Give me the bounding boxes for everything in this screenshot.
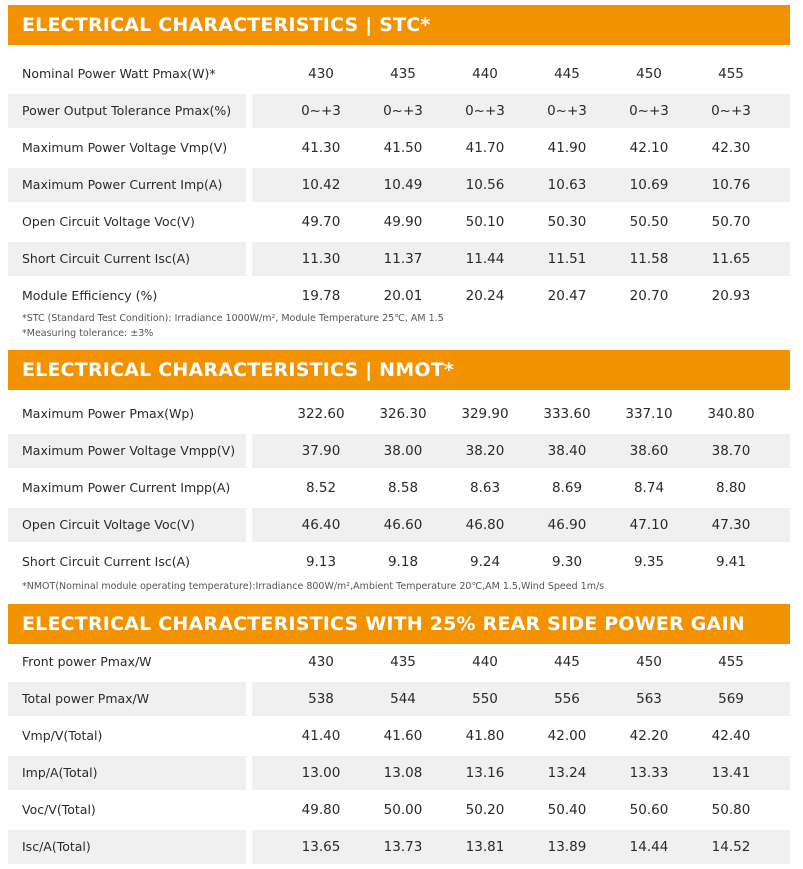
- footnote: *STC (Standard Test Condition): Irradiance 1000W/m², Module Temperature 25℃, AM 1.5: [22, 313, 444, 324]
- table-cell: 49.80: [301, 802, 341, 818]
- table-cell: 20.70: [629, 288, 669, 304]
- table-cell: 50.80: [711, 802, 751, 818]
- table-cell: 13.41: [711, 765, 751, 781]
- table-cell: 38.70: [711, 443, 751, 459]
- table-row: [8, 545, 790, 579]
- table-row: [8, 434, 790, 468]
- table-row: [8, 205, 790, 239]
- table-cell: 41.50: [383, 140, 423, 156]
- table-cell: 435: [390, 654, 416, 670]
- table-cell: 46.60: [383, 517, 423, 533]
- table-cell: 11.30: [301, 251, 341, 267]
- table-cell: 0~+3: [629, 103, 669, 119]
- table-cell: 8.52: [305, 480, 337, 496]
- table-cell: 333.60: [543, 406, 591, 422]
- row-label: Voc/V(Total): [22, 802, 96, 817]
- table-row: [8, 793, 790, 827]
- table-cell: 8.63: [469, 480, 501, 496]
- table-cell: 538: [308, 691, 334, 707]
- table-cell: 10.69: [629, 177, 669, 193]
- table-cell: 20.01: [383, 288, 423, 304]
- table-cell: 50.30: [547, 214, 587, 230]
- row-label: Maximum Power Voltage Vmp(V): [22, 140, 228, 155]
- table-cell: 41.30: [301, 140, 341, 156]
- table-cell: 41.60: [383, 728, 423, 744]
- table-row: [8, 168, 790, 202]
- table-cell: 38.00: [383, 443, 423, 459]
- row-label: Short Circuit Current Isc(A): [22, 554, 191, 569]
- table-cell: 50.40: [547, 802, 587, 818]
- table-cell: 50.20: [465, 802, 505, 818]
- table-row: [8, 57, 790, 91]
- table-cell: 0~+3: [547, 103, 587, 119]
- table-cell: 14.52: [711, 839, 751, 855]
- table-cell: 11.58: [629, 251, 669, 267]
- table-cell: 14.44: [629, 839, 669, 855]
- table-cell: 38.20: [465, 443, 505, 459]
- table-cell: 326.30: [379, 406, 427, 422]
- footnote: *NMOT(Nominal module operating temperature):Irradiance 800W/m²,Ambient Temperature 20℃,AM 1.5,Wind Speed 1m/s: [22, 581, 605, 592]
- row-label: Imp/A(Total): [8, 756, 246, 790]
- table-cell: 50.00: [383, 802, 423, 818]
- table-cell: 0~+3: [301, 103, 341, 119]
- table-cell: 41.80: [465, 728, 505, 744]
- table-cell: 38.40: [547, 443, 587, 459]
- table-cell: 329.90: [461, 406, 509, 422]
- table-cell: 50.70: [711, 214, 751, 230]
- table-cell: 11.51: [547, 251, 587, 267]
- table-row: [8, 471, 790, 505]
- table-cell: 9.30: [551, 554, 583, 570]
- table-cell: 13.33: [629, 765, 669, 781]
- table-cell: 10.76: [711, 177, 751, 193]
- row-label: Open Circuit Voltage Voc(V): [8, 508, 246, 542]
- table-cell: 38.60: [629, 443, 669, 459]
- table-cell: 9.41: [715, 554, 747, 570]
- table-cell: 9.13: [305, 554, 337, 570]
- row-label: Open Circuit Voltage Voc(V): [22, 214, 195, 229]
- table-cell: 46.40: [301, 517, 341, 533]
- table-cell: 49.70: [301, 214, 341, 230]
- table-cell: 47.10: [629, 517, 669, 533]
- row-label: Maximum Power Pmax(Wp): [22, 406, 195, 421]
- table-cell: 13.24: [547, 765, 587, 781]
- table-cell: 42.40: [711, 728, 751, 744]
- table-cell: 37.90: [301, 443, 341, 459]
- table-cell: 430: [308, 654, 334, 670]
- table-cell: 0~+3: [711, 103, 751, 119]
- table-cell: 13.65: [301, 839, 341, 855]
- row-label: Maximum Power Voltage Vmpp(V): [8, 434, 246, 468]
- table-cell: 13.00: [301, 765, 341, 781]
- table-cell: 0~+3: [383, 103, 423, 119]
- table-cell: 20.47: [547, 288, 587, 304]
- table-cell: 9.18: [387, 554, 419, 570]
- footnote: *Measuring tolerance: ±3%: [22, 328, 154, 339]
- row-label: Maximum Power Current Impp(A): [22, 480, 231, 495]
- table-row: [8, 242, 790, 276]
- table-cell: 13.81: [465, 839, 505, 855]
- table-cell: 41.90: [547, 140, 587, 156]
- rear-gain-header: ELECTRICAL CHARACTERISTICS WITH 25% REAR SIDE POWER GAIN: [8, 604, 790, 644]
- table-row: [8, 397, 790, 431]
- table-cell: 50.60: [629, 802, 669, 818]
- table-cell: 569: [718, 691, 744, 707]
- row-label: Front power Pmax/W: [22, 654, 152, 669]
- table-cell: 41.40: [301, 728, 341, 744]
- table-cell: 42.20: [629, 728, 669, 744]
- table-cell: 42.10: [629, 140, 669, 156]
- table-row: [8, 719, 790, 753]
- table-cell: 435: [390, 66, 416, 82]
- table-row: [8, 94, 790, 128]
- table-cell: 440: [472, 654, 498, 670]
- row-label: Nominal Power Watt Pmax(W)*: [22, 66, 216, 81]
- table-cell: 47.30: [711, 517, 751, 533]
- table-cell: 0~+3: [465, 103, 505, 119]
- table-cell: 430: [308, 66, 334, 82]
- row-label: Power Output Tolerance Pmax(%): [8, 94, 246, 128]
- table-cell: 8.74: [633, 480, 665, 496]
- row-label: Module Efficiency (%): [22, 288, 158, 303]
- table-cell: 8.58: [387, 480, 419, 496]
- table-cell: 10.42: [301, 177, 341, 193]
- table-cell: 49.90: [383, 214, 423, 230]
- table-cell: 11.37: [383, 251, 423, 267]
- table-cell: 46.90: [547, 517, 587, 533]
- table-cell: 13.08: [383, 765, 423, 781]
- table-cell: 455: [718, 66, 744, 82]
- table-cell: 445: [554, 654, 580, 670]
- table-row: [8, 131, 790, 165]
- table-row: [8, 682, 790, 716]
- row-label: Isc/A(Total): [8, 830, 246, 864]
- table-cell: 41.70: [465, 140, 505, 156]
- table-row: [8, 279, 790, 313]
- table-cell: 11.44: [465, 251, 505, 267]
- table-cell: 20.24: [465, 288, 505, 304]
- table-cell: 20.93: [711, 288, 751, 304]
- table-cell: 13.73: [383, 839, 423, 855]
- table-cell: 10.49: [383, 177, 423, 193]
- table-cell: 9.24: [469, 554, 501, 570]
- table-cell: 42.30: [711, 140, 751, 156]
- table-cell: 556: [554, 691, 580, 707]
- table-cell: 11.65: [711, 251, 751, 267]
- table-cell: 544: [390, 691, 416, 707]
- table-row: [8, 830, 790, 864]
- row-label: Short Circuit Current Isc(A): [8, 242, 246, 276]
- table-cell: 50.50: [629, 214, 669, 230]
- table-cell: 8.80: [715, 480, 747, 496]
- table-cell: 46.80: [465, 517, 505, 533]
- row-label: Maximum Power Current Imp(A): [8, 168, 246, 202]
- table-row: [8, 508, 790, 542]
- table-cell: 8.69: [551, 480, 583, 496]
- table-cell: 10.56: [465, 177, 505, 193]
- table-cell: 9.35: [633, 554, 665, 570]
- table-cell: 10.63: [547, 177, 587, 193]
- table-cell: 337.10: [625, 406, 673, 422]
- table-cell: 440: [472, 66, 498, 82]
- table-cell: 19.78: [301, 288, 341, 304]
- table-cell: 450: [636, 66, 662, 82]
- table-cell: 445: [554, 66, 580, 82]
- table-row: [8, 645, 790, 679]
- table-cell: 322.60: [297, 406, 345, 422]
- table-cell: 13.16: [465, 765, 505, 781]
- table-cell: 550: [472, 691, 498, 707]
- table-cell: 13.89: [547, 839, 587, 855]
- table-cell: 42.00: [547, 728, 587, 744]
- row-label: Vmp/V(Total): [22, 728, 103, 743]
- table-cell: 450: [636, 654, 662, 670]
- table-cell: 563: [636, 691, 662, 707]
- table-cell: 50.10: [465, 214, 505, 230]
- nmot-header: ELECTRICAL CHARACTERISTICS | NMOT*: [8, 350, 790, 390]
- table-row: [8, 756, 790, 790]
- row-label: Total power Pmax/W: [8, 682, 246, 716]
- table-cell: 455: [718, 654, 744, 670]
- table-cell: 340.80: [707, 406, 755, 422]
- stc-header: ELECTRICAL CHARACTERISTICS | STC*: [8, 5, 790, 45]
